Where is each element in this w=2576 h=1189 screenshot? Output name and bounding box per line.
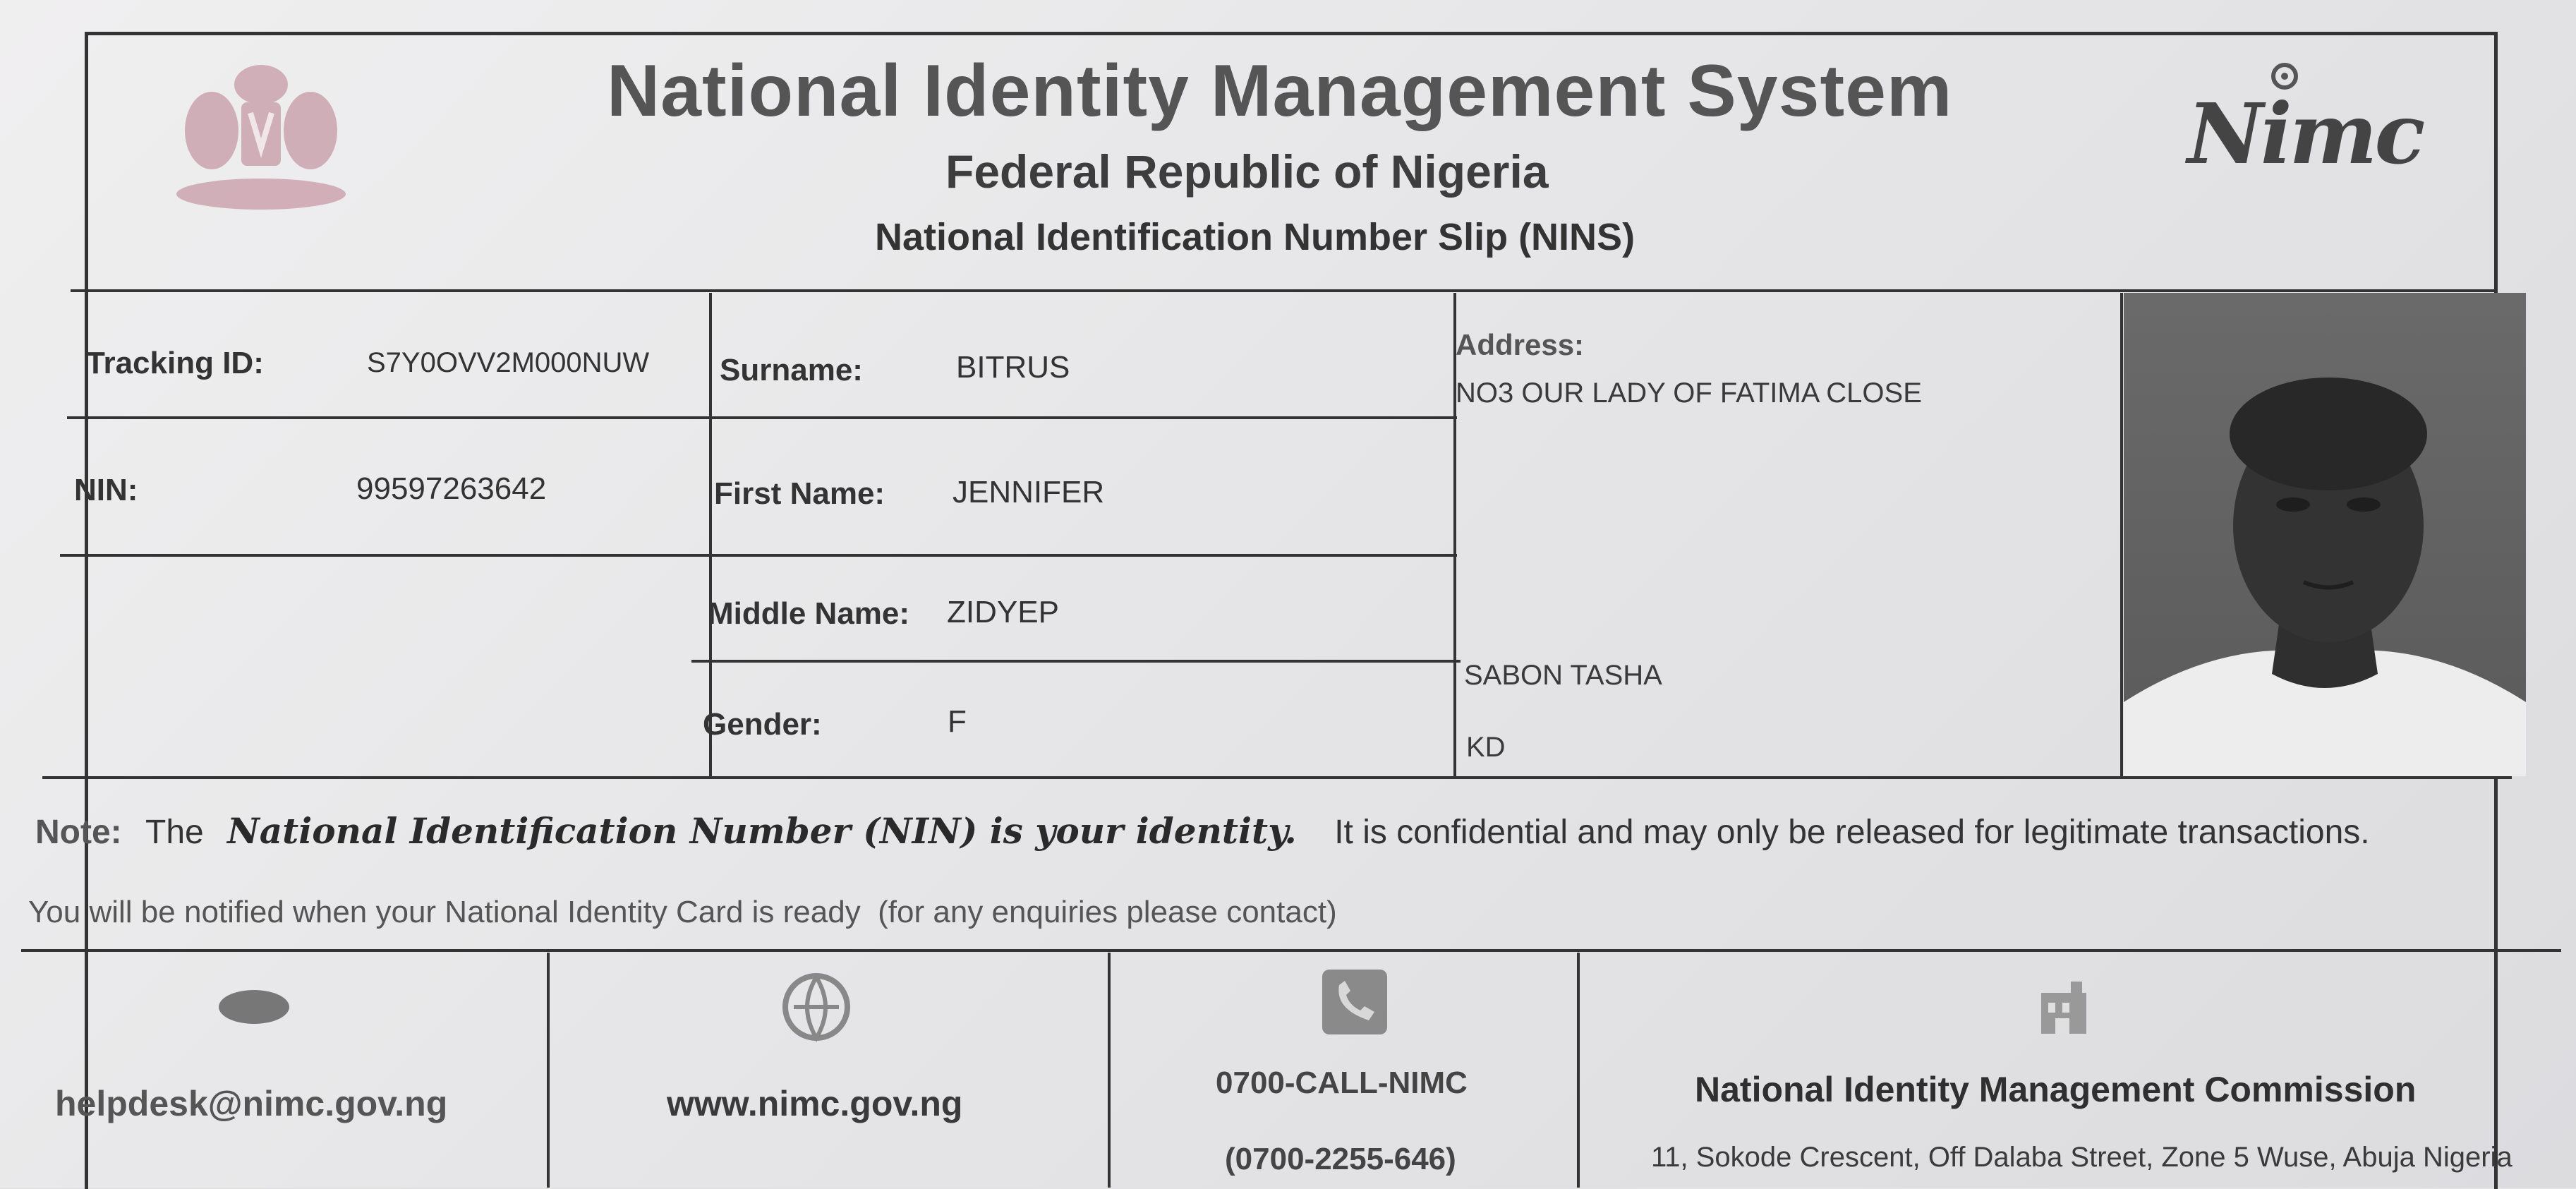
globe-icon xyxy=(780,970,854,1044)
nin-label: NIN: xyxy=(74,473,138,507)
nimc-logo-icon xyxy=(2180,56,2423,183)
note-emphasis: National Identification Number (NIN) is your identity. xyxy=(227,810,1297,852)
phone-icon xyxy=(1319,967,1390,1037)
tracking-id-value: S7Y0OVV2M000NUW xyxy=(367,347,650,378)
address-label: Address: xyxy=(1456,328,1585,361)
first-name-value: JENNIFER xyxy=(953,475,1105,509)
phone-line-1[interactable]: 0700-CALL-NIMC xyxy=(1216,1066,1468,1100)
col-line-1 xyxy=(709,293,712,776)
building-icon xyxy=(2036,977,2092,1037)
gender-value: F xyxy=(948,704,967,739)
footer-col-1 xyxy=(547,953,550,1188)
col-line-2 xyxy=(1453,293,1456,776)
surname-label: Surname: xyxy=(720,353,863,387)
address-line-1: NO3 OUR LADY OF FATIMA CLOSE xyxy=(1456,378,1922,409)
middle-name-label: Middle Name: xyxy=(708,596,910,631)
footer-col-3 xyxy=(1577,953,1580,1188)
footer-col-2 xyxy=(1108,953,1111,1188)
portrait-photo xyxy=(2124,293,2526,776)
note-prefix: Note: xyxy=(35,814,122,851)
divider-header xyxy=(71,289,2498,292)
org-name: National Identity Management Commission xyxy=(1695,1070,2417,1109)
email-icon xyxy=(215,984,293,1027)
slip-name: National Identification Number Slip (NINS) xyxy=(875,216,1635,258)
gender-label: Gender: xyxy=(703,707,822,742)
col-line-3 xyxy=(2120,293,2123,776)
nimc-logo-text: Nimc xyxy=(2187,85,2423,183)
note-rest: It is confidential and may only be released for legitimate transactions. xyxy=(1334,814,2370,851)
first-name-label: First Name: xyxy=(714,476,885,511)
middle-name-value: ZIDYEP xyxy=(947,595,1059,629)
surname-value: BITRUS xyxy=(956,350,1070,385)
address-line-3: KD xyxy=(1466,732,1506,763)
coat-of-arms-icon xyxy=(162,53,360,215)
divider-note-bottom xyxy=(21,949,2561,952)
note-line-2: You will be notified when your National Identity Card is ready (for any enquiries please contact) xyxy=(28,895,1337,929)
address-line-2: SABON TASHA xyxy=(1464,660,1662,691)
org-address: 11, Sokode Crescent, Off Dalaba Street, Zone 5 Wuse, Abuja Nigeria xyxy=(1651,1142,2512,1173)
divider-row3 xyxy=(691,660,1461,663)
nin-value: 99597263642 xyxy=(356,471,547,506)
divider-data-bottom xyxy=(42,776,2512,779)
phone-line-2[interactable]: (0700-2255-646) xyxy=(1225,1142,1456,1176)
helpdesk-email-link[interactable]: helpdesk@nimc.gov.ng xyxy=(55,1084,448,1123)
divider-row1 xyxy=(67,416,1457,419)
tracking-id-label: Tracking ID: xyxy=(86,346,264,380)
website-link[interactable]: www.nimc.gov.ng xyxy=(667,1084,963,1123)
note-line-1 xyxy=(35,810,2370,852)
page-title: National Identity Management System xyxy=(607,50,1953,132)
note-the: The xyxy=(145,814,204,851)
country-subtitle: Federal Republic of Nigeria xyxy=(945,145,1549,198)
divider-row2 xyxy=(60,554,1457,557)
